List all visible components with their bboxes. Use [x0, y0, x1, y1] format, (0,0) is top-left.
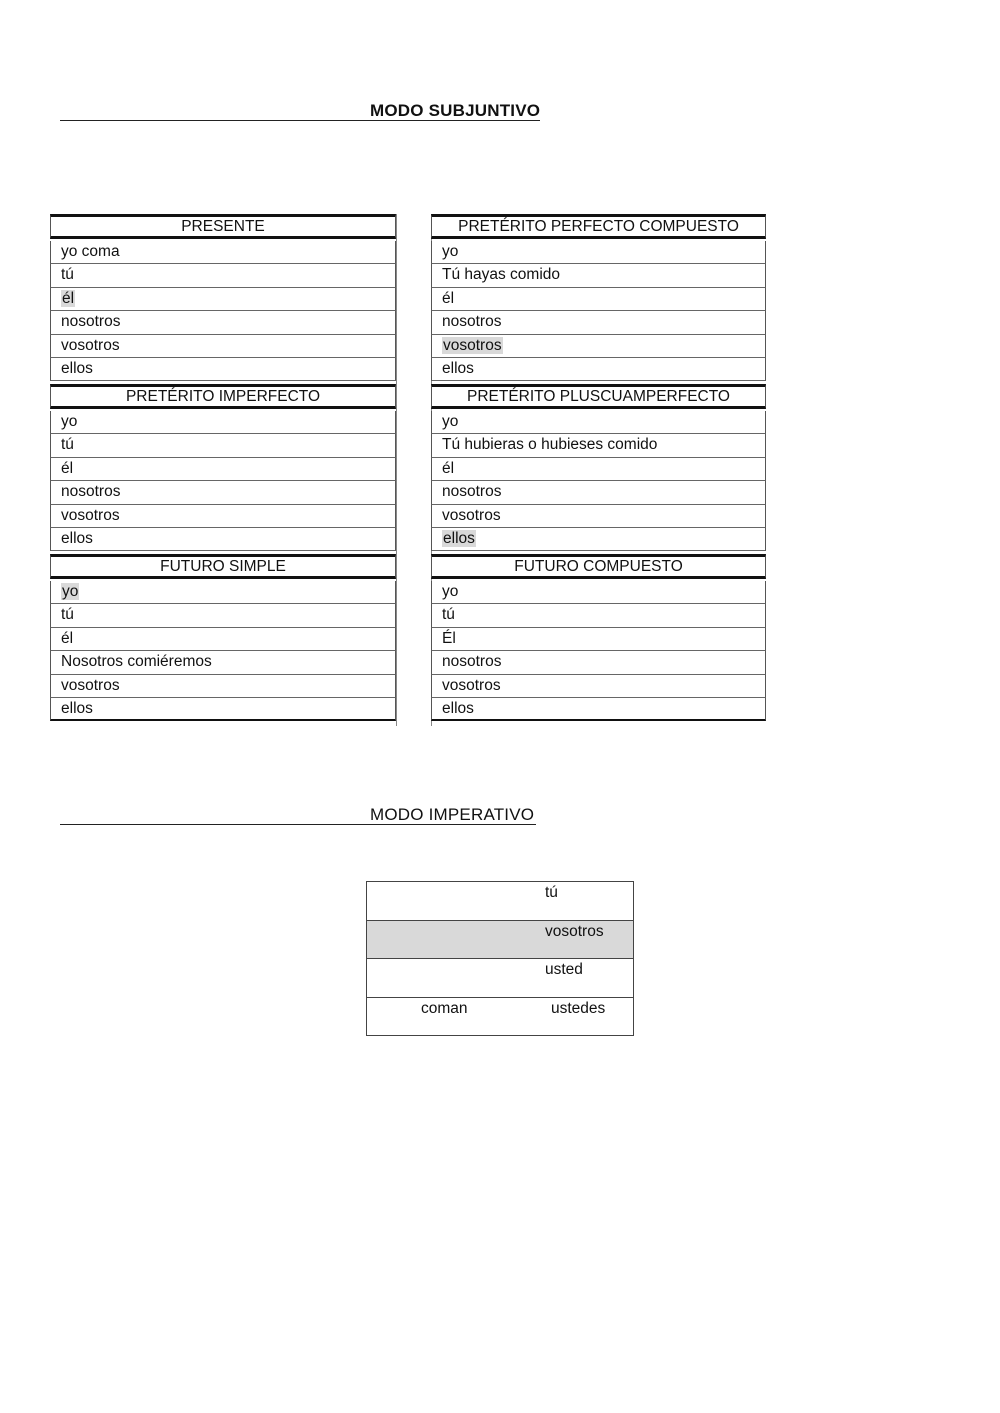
- imperativo-pronoun: ustedes: [551, 999, 606, 1017]
- subjuntivo-title: MODO SUBJUNTIVO: [370, 101, 541, 120]
- conjugation-text: nosotros: [61, 483, 121, 501]
- conjugation-cell[interactable]: [431, 698, 766, 721]
- conjugation-cell[interactable]: [431, 288, 766, 311]
- conjugation-cell[interactable]: [50, 434, 396, 457]
- conjugation-text: nosotros: [61, 313, 121, 331]
- conjugation-cell[interactable]: [431, 481, 766, 504]
- conjugation-cell[interactable]: [431, 411, 766, 434]
- tense-header: PRETÉRITO IMPERFECTO: [50, 384, 396, 409]
- subjuntivo-conjugation-table: [50, 214, 766, 726]
- conjugation-text: vosotros: [442, 676, 501, 694]
- imperativo-row[interactable]: [367, 959, 633, 998]
- tense-header: FUTURO SIMPLE: [50, 554, 396, 579]
- conjugation-text: nosotros: [442, 653, 502, 671]
- conjugation-text: yo: [62, 583, 79, 600]
- conjugation-cell[interactable]: [431, 528, 766, 551]
- conjugation-text: nosotros: [442, 483, 502, 501]
- tense-header: PRETÉRITO PERFECTO COMPUESTO: [431, 214, 766, 239]
- conjugation-text: vosotros: [443, 336, 502, 354]
- conjugation-cell[interactable]: [50, 651, 396, 674]
- conjugation-text: vosotros: [61, 336, 120, 354]
- conjugation-cell[interactable]: [431, 434, 766, 457]
- imperativo-heading: [60, 801, 536, 825]
- conjugation-text: vosotros: [61, 506, 120, 524]
- conjugation-cell[interactable]: [431, 311, 766, 334]
- conjugation-cell[interactable]: [50, 288, 396, 311]
- conjugation-cell[interactable]: [50, 581, 396, 604]
- conjugation-text: ellos: [61, 360, 93, 377]
- conjugation-text: él: [62, 289, 75, 307]
- tense-header: PRETÉRITO PLUSCUAMPERFECTO: [431, 384, 766, 409]
- table-gutter: [396, 214, 432, 726]
- imperativo-row[interactable]: [367, 921, 633, 960]
- conjugation-cell[interactable]: [50, 675, 396, 698]
- subjuntivo-heading: [60, 97, 540, 121]
- conjugation-text: ellos: [61, 700, 93, 717]
- conjugation-text: nosotros: [442, 313, 502, 331]
- conjugation-text: yo: [442, 413, 459, 430]
- imperativo-pronoun: vosotros: [545, 922, 604, 940]
- imperativo-pronoun: usted: [545, 961, 583, 978]
- conjugation-text: vosotros: [442, 506, 501, 524]
- conjugation-cell[interactable]: [431, 241, 766, 264]
- conjugation-text: yo: [61, 413, 78, 430]
- conjugation-text: Nosotros comiéremos: [61, 653, 212, 671]
- conjugation-text: yo coma: [61, 243, 120, 260]
- conjugation-text: tú: [61, 436, 74, 454]
- conjugation-text: ellos: [61, 530, 93, 547]
- conjugation-cell[interactable]: [431, 335, 766, 358]
- conjugation-cell[interactable]: [50, 698, 396, 721]
- conjugation-text: tú: [61, 266, 74, 284]
- tense-header: FUTURO COMPUESTO: [431, 554, 766, 579]
- conjugation-cell[interactable]: [431, 458, 766, 481]
- conjugation-text: ellos: [442, 360, 474, 377]
- conjugation-text: ellos: [443, 530, 475, 547]
- conjugation-cell[interactable]: [50, 458, 396, 481]
- conjugation-cell[interactable]: [50, 528, 396, 551]
- imperativo-table: [366, 881, 634, 1036]
- conjugation-text: ellos: [442, 700, 474, 717]
- conjugation-cell[interactable]: [50, 604, 396, 627]
- conjugation-cell[interactable]: [50, 628, 396, 651]
- conjugation-text: él: [61, 459, 74, 477]
- conjugation-text: yo: [442, 243, 459, 260]
- imperativo-pronoun: tú: [545, 884, 558, 901]
- conjugation-text: tú: [61, 606, 74, 624]
- conjugation-cell[interactable]: [50, 311, 396, 334]
- conjugation-cell[interactable]: [431, 604, 766, 627]
- conjugation-cell[interactable]: [431, 628, 766, 651]
- conjugation-cell[interactable]: [431, 651, 766, 674]
- conjugation-cell[interactable]: [431, 581, 766, 604]
- conjugation-cell[interactable]: [50, 335, 396, 358]
- conjugation-cell[interactable]: [431, 505, 766, 528]
- conjugation-text: Él: [442, 629, 456, 647]
- conjugation-text: tú: [442, 606, 455, 624]
- imperativo-row[interactable]: [367, 882, 633, 921]
- imperativo-verb: coman: [421, 999, 468, 1017]
- conjugation-text: él: [61, 629, 74, 647]
- conjugation-cell[interactable]: [50, 481, 396, 504]
- tense-header: PRESENTE: [50, 214, 396, 239]
- conjugation-cell[interactable]: [50, 358, 396, 381]
- imperativo-row[interactable]: [367, 998, 633, 1037]
- conjugation-cell[interactable]: [50, 241, 396, 264]
- conjugation-cell[interactable]: [431, 675, 766, 698]
- conjugation-text: Tú hayas comido: [442, 266, 561, 284]
- conjugation-cell[interactable]: [50, 505, 396, 528]
- imperativo-title: MODO IMPERATIVO: [370, 805, 535, 824]
- conjugation-text: vosotros: [61, 676, 120, 694]
- conjugation-text: yo: [442, 583, 459, 600]
- conjugation-cell[interactable]: [431, 358, 766, 381]
- conjugation-text: él: [442, 289, 455, 307]
- conjugation-text: Tú hubieras o hubieses comido: [442, 436, 658, 454]
- conjugation-cell[interactable]: [431, 264, 766, 287]
- conjugation-text: él: [442, 459, 455, 477]
- conjugation-cell[interactable]: [50, 411, 396, 434]
- conjugation-cell[interactable]: [50, 264, 396, 287]
